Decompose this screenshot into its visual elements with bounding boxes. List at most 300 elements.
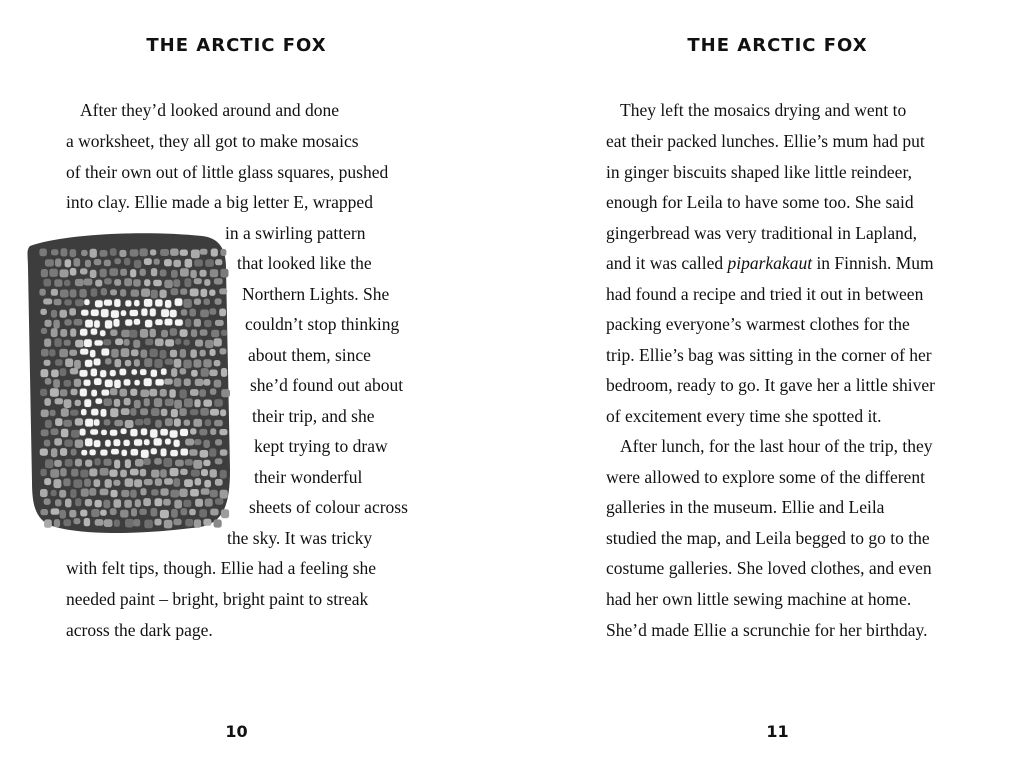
letter-e-tile [134,439,143,446]
letter-e-tile [175,319,184,326]
text-line: gingerbread was very traditional in Lapland, [606,223,918,243]
mosaic-tile [215,439,222,445]
mosaic-tile [45,459,53,468]
letter-e-tile [125,300,132,307]
mosaic-tile [70,268,77,276]
mosaic-tile [109,470,117,477]
mosaic-tile [154,458,162,465]
letter-e-tile [84,339,92,347]
mosaic-tile [191,250,200,259]
mosaic-tile [194,519,201,527]
mosaic-tile [70,410,78,416]
mosaic-tile [189,509,196,515]
letter-e-tile [144,439,150,446]
mosaic-tile [60,290,69,298]
right-page [508,0,1015,779]
mosaic-tile [135,499,141,507]
mosaic-tile [151,290,158,299]
mosaic-tile [60,269,69,277]
mosaic-tile [114,399,120,407]
mosaic-tile [151,508,158,517]
mosaic-tile [209,290,215,296]
mosaic-tile [49,349,55,356]
mosaic-tile [74,379,81,387]
mosaic-tile [53,320,59,329]
mosaic-tile [165,418,173,426]
text-line: She’d made Ellie a scrunchie for her birthday. [606,620,928,640]
mosaic-tile [71,449,77,456]
mosaic-tile [215,498,223,505]
mosaic-tile [153,280,162,287]
mosaic-tile [119,250,126,257]
mosaic-tile [171,288,179,295]
mosaic-tile [205,419,211,426]
mosaic-tile [160,469,167,477]
letter-e-tile [80,329,88,337]
letter-e-tile [85,438,93,447]
letter-e-tile [150,369,157,377]
mosaic-tile [140,248,148,256]
mosaic-tile [204,480,211,488]
letter-e-tile [85,319,93,327]
mosaic-tile [160,290,167,298]
mosaic-tile [115,339,123,346]
mosaic-tile [170,350,177,358]
mosaic-tile [214,360,221,366]
mosaic-tile [125,478,134,487]
mosaic-tile [181,508,188,515]
letter-e-tile [180,429,189,437]
mosaic-tile [143,458,151,465]
mosaic-tile [44,499,51,505]
mosaic-tile [114,499,122,508]
letter-e-tile [121,449,127,456]
mosaic-tile [184,479,193,487]
mosaic-tile [161,409,168,416]
mosaic-tile [95,519,104,526]
mosaic-tile [89,488,96,496]
mosaic-tile [204,279,210,286]
mosaic-tile [144,279,150,286]
mosaic-tile [180,389,187,398]
mosaic-letter-e-illustration [24,220,234,538]
letter-e-tile [155,379,164,386]
mosaic-tile [61,248,68,256]
mosaic-tile [194,359,202,367]
mosaic-tile [221,330,227,336]
letter-e-tile [94,440,101,448]
mosaic-tile [110,289,117,295]
mosaic-tile [190,289,199,297]
mosaic-tile [104,398,112,406]
mosaic-tile [124,278,132,286]
mosaic-tile [154,259,160,265]
mosaic-tile [174,359,182,368]
mosaic-tile [183,299,191,308]
text-line: galleries in the museum. Ellie and Leila [606,497,885,517]
letter-e-tile [101,309,109,318]
mosaic-tile [44,339,51,347]
mosaic-tile [179,489,187,497]
mosaic-tile [194,399,200,407]
mosaic-tile [180,329,188,337]
mosaic-tile [205,340,213,348]
mosaic-tile [95,500,102,508]
mosaic-tile [130,469,139,476]
mosaic-tile [125,360,131,367]
mosaic-tile [174,400,182,409]
mosaic-tile [81,250,88,256]
mosaic-tile [173,260,181,267]
mosaic-tile [53,379,60,388]
mosaic-tile [180,349,186,358]
mosaic-tile [103,500,110,508]
letter-e-tile [80,388,88,396]
mosaic-tile [60,389,68,396]
letter-e-tile [144,299,153,307]
mosaic-tile [64,299,72,305]
mosaic-tile [199,389,206,397]
letter-e-tile [101,389,109,396]
mosaic-tile [181,309,188,315]
letter-e-tile [81,309,89,316]
mosaic-tile [195,379,204,386]
mosaic-tile [80,268,88,274]
mosaic-tile [131,349,139,356]
mosaic-tile [110,248,117,256]
mosaic-tile [195,478,202,485]
mosaic-tile [54,338,61,347]
text-line-with-italic [606,252,934,274]
letter-e-tile [180,448,188,456]
mosaic-tile [114,460,120,469]
mosaic-tile [63,519,71,526]
mosaic-tile [121,490,129,497]
mosaic-tile [59,490,66,498]
mosaic-tile [211,330,219,338]
text-line: They left the mosaics drying and went to [620,100,907,120]
text-line: After they’d looked around and done [80,100,340,120]
letter-e-tile [125,319,133,326]
letter-e-tile [94,419,100,426]
letter-e-tile [169,430,178,438]
letter-e-tile [120,428,127,434]
text-line: with felt tips, though. Ellie had a feeling she [66,558,377,578]
mosaic-tile [171,509,178,518]
mosaic-tile [200,450,209,458]
letter-e-tile [114,379,121,388]
mosaic-tile [89,469,97,477]
mosaic-tile [121,408,130,415]
mosaic-tile [150,349,158,357]
text-line: needed paint – bright, bright paint to streak [66,589,369,609]
mosaic-tile [154,519,161,526]
mosaic-tile [133,519,140,526]
mosaic-tile [185,259,193,268]
mosaic-tile [160,389,167,397]
mosaic-tile [194,299,201,305]
mosaic-tile [215,259,222,265]
mosaic-tile [174,419,181,427]
letter-e-tile [105,379,114,387]
mosaic-tile [54,519,60,527]
mosaic-tile [54,438,62,445]
mosaic-tile [180,368,187,374]
mosaic-tile [219,288,227,294]
mosaic-tile [125,519,134,528]
text-line: trip. Ellie’s bag was sitting in the corner of her [606,345,932,365]
letter-e-tile [85,360,93,368]
letter-e-tile [111,449,120,455]
mosaic-tile [200,408,209,416]
mosaic-tile [185,439,194,446]
mosaic-tile [201,289,208,297]
mosaic-tile [105,358,112,364]
text-line: in a swirling pattern [225,223,366,243]
mosaic-tile [74,518,81,524]
mosaic-tile [174,500,182,509]
text-line: about them, since [248,345,371,365]
mosaic-tile [134,479,142,487]
mosaic-tile [120,510,128,518]
mosaic-tile [205,259,214,267]
mosaic-tile [214,420,223,426]
left-running-head: THE ARCTIC FOX [146,35,327,56]
letter-e-tile [145,320,153,328]
mosaic-tile [204,299,211,305]
mosaic-tile [215,298,222,304]
text-line: After lunch, for the last hour of the trip, they [620,436,933,456]
mosaic-tile [129,330,137,338]
mosaic-tile [214,338,222,346]
mosaic-tile [120,389,128,397]
mosaic-tile [104,419,111,425]
mosaic-tile [55,418,62,426]
mosaic-tile [125,459,131,468]
mosaic-tile [113,480,120,486]
mosaic-tile [100,250,108,257]
mosaic-tile [170,468,179,476]
mosaic-tile [170,328,177,336]
letter-e-tile [110,429,118,436]
letter-e-tile [104,299,113,306]
mosaic-tile [71,389,78,396]
mosaic-tile [64,440,73,447]
mosaic-tile [200,329,208,335]
mosaic-tile [120,470,127,478]
letter-e-tile [111,310,120,318]
mosaic-tile [60,510,67,519]
letter-e-tile [100,409,106,417]
mosaic-tile [43,299,52,305]
mosaic-tile [154,398,162,407]
mosaic-tile [191,470,200,477]
mosaic-tile [60,468,66,476]
text-line: their wonderful [254,467,363,487]
mosaic-tile [40,489,48,497]
mosaic-tile [194,439,201,445]
text-line: had her own little sewing machine at home. [606,589,912,609]
mosaic-tile [210,428,216,435]
mosaic-tile [80,470,88,478]
mosaic-tile [65,359,73,368]
mosaic-tile [40,449,48,456]
letter-e-tile [170,450,178,457]
mosaic-tile [200,249,208,255]
mosaic-tile [220,269,228,278]
mosaic-tile [155,420,162,428]
text-line: of their own out of little glass squares, pushed [66,162,389,182]
mosaic-tile [155,478,162,486]
mosaic-tile [64,399,72,408]
mosaic-tile [173,519,181,526]
mosaic-tile [210,469,217,477]
mosaic-tile [51,328,58,337]
mosaic-tile [94,458,100,465]
mosaic-tile [160,249,169,256]
mosaic-tile [45,320,52,327]
mosaic-tile [109,268,118,276]
mosaic-tile [184,398,193,407]
text-line: packing everyone’s warmest clothes for the [606,314,910,334]
mosaic-tile [79,289,86,298]
mosaic-tile [201,368,209,377]
mosaic-tile [69,308,76,315]
mosaic-tile [134,359,140,366]
mosaic-tile [60,448,67,456]
mosaic-tile [205,499,213,507]
mosaic-tile [140,408,148,415]
mosaic-tile [185,319,191,327]
mosaic-tile [120,269,127,276]
mosaic-tile [220,490,228,499]
mosaic-tile [55,359,63,366]
mosaic-tile [215,479,223,486]
mosaic-tile [55,259,61,267]
letter-e-tile [150,308,157,316]
mosaic-tile [75,340,84,348]
mosaic-tile [185,519,193,527]
mosaic-tile [41,269,48,277]
mosaic-tile [144,258,152,265]
letter-e-tile [91,309,100,316]
mosaic-tile [100,269,107,278]
text-line: were allowed to explore some of the different [606,467,925,487]
mosaic-tile [124,500,132,508]
mosaic-tile [219,309,226,317]
mosaic-tile [174,378,182,387]
mosaic-tile [60,329,67,337]
mosaic-tile [209,448,216,456]
mosaic-tile [209,370,217,377]
letter-e-tile [101,429,107,435]
text-line: studied the map, and Leila begged to go to the [606,528,930,548]
letter-e-tile [91,389,97,396]
mosaic-tile [54,479,62,488]
mosaic-tile [130,269,136,277]
mosaic-tile [104,519,113,527]
mosaic-tile [74,360,81,369]
mosaic-tile [75,498,81,506]
mosaic-tile [199,429,207,436]
mosaic-tile [51,429,59,436]
letter-e-tile [84,299,90,305]
mosaic-tile [200,270,207,277]
mosaic-tile [104,459,112,466]
letter-e-tile [94,320,100,328]
mosaic-tile [100,489,109,496]
mosaic-tile [141,289,150,297]
mosaic-tile [64,380,72,387]
mosaic-tile [185,459,193,466]
mosaic-tile [75,418,83,425]
right-page-number: 11 [766,722,789,741]
mosaic-tile [139,509,147,515]
mosaic-tile [184,379,191,387]
mosaic-tile [160,488,168,495]
mosaic-tile [164,520,173,529]
letter-e-tile [94,378,102,385]
text-line: eat their packed lunches. Ellie’s mum had put [606,131,925,151]
mosaic-tile [214,519,222,527]
mosaic-tile [203,359,211,367]
mosaic-tile [40,389,47,396]
mosaic-tile [221,368,227,377]
mosaic-tile [183,360,191,369]
mosaic-tile [44,360,51,366]
mosaic-tile [64,280,70,286]
mosaic-tile [49,269,58,277]
letter-e-tile [130,429,138,437]
mosaic-tile [140,488,146,495]
mosaic-tile [69,510,76,518]
text-line: the sky. It was tricky [227,528,373,548]
mosaic-tile [55,398,63,404]
mosaic-tile [190,409,199,415]
mosaic-tile [121,348,130,357]
mosaic-tile [143,498,151,506]
mosaic-tile [50,388,59,396]
letter-e-tile [81,409,87,416]
mosaic-tile [154,359,162,368]
mosaic-tile [41,369,49,377]
letter-e-tile [100,330,106,337]
mosaic-tile [210,509,218,516]
mosaic-tile [104,278,112,284]
mosaic-tile [199,509,207,517]
letter-e-tile [79,428,86,435]
left-page-number: 10 [225,722,248,741]
mosaic-tile [179,408,186,416]
text-line: she’d found out about [250,375,404,395]
mosaic-tile [151,408,160,416]
mosaic-tile [221,509,229,518]
mosaic-tile [160,350,167,359]
mosaic-tile [51,310,57,318]
mosaic-tile [44,440,51,447]
letter-e-tile [160,448,167,456]
letter-e-tile [165,300,172,308]
mosaic-tile [144,418,151,425]
letter-e-tile [143,378,152,386]
mosaic-tile [110,508,117,515]
text-line: enough for Leila to have some too. She said [606,192,914,212]
mosaic-tile [211,249,218,257]
letter-e-tile [100,449,108,456]
letter-e-tile [123,440,130,447]
mosaic-tile [40,309,47,315]
mosaic-tile [104,260,111,267]
